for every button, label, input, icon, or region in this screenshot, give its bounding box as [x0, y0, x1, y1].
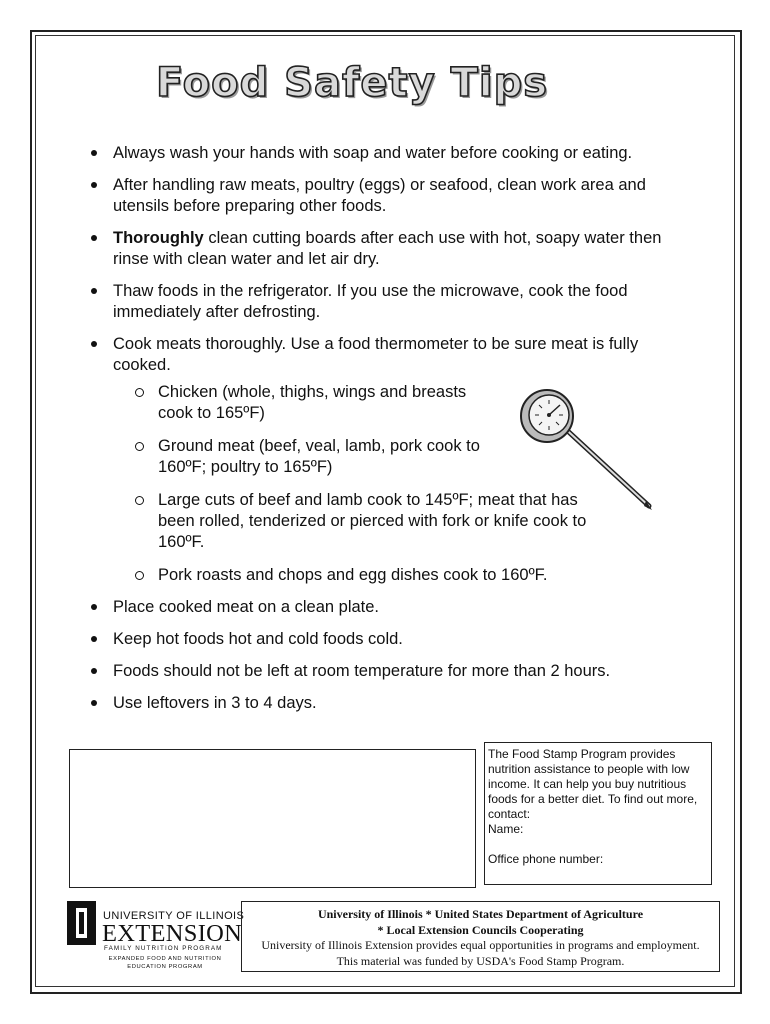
bullet-icon — [91, 150, 97, 156]
bullet-icon — [91, 182, 97, 188]
blank-label-box — [69, 749, 476, 888]
circle-bullet-icon — [135, 388, 144, 397]
bullet-icon — [91, 288, 97, 294]
tip-item — [88, 143, 688, 164]
footer-credits — [241, 901, 720, 972]
bullet-icon — [91, 235, 97, 241]
office-phone-label: Office phone number: — [488, 852, 604, 866]
tip-text: Use leftovers in 3 to 4 days. — [113, 694, 317, 712]
extension-logo — [67, 899, 245, 971]
temperature-item — [113, 436, 503, 478]
tip-text: Always wash your hands with soap and water before cooking or eating. — [113, 144, 633, 162]
temperature-list — [113, 382, 587, 586]
tip-item — [88, 281, 688, 323]
footer-line-4: This material was funded by USDA's Food Stamp Program. — [336, 953, 625, 968]
tip-text: Thaw foods in the refrigerator. If you use the microwave, cook the food immediately after defrosting. — [113, 282, 628, 321]
tip-text: Foods should not be left at room temperature for more than 2 hours. — [113, 662, 611, 680]
name-label: Name: — [488, 822, 524, 836]
tip-item — [88, 228, 688, 270]
tip-item — [88, 693, 688, 714]
temperature-text: Large cuts of beef and lamb cook to 145ºF; meat that has been rolled, tenderized or pierced with fork or knife cook to 160ºF. — [158, 491, 587, 551]
footer-line-3: University of Illinois Extension provides equal opportunities in programs and employment. — [261, 938, 700, 952]
circle-bullet-icon — [135, 571, 144, 580]
bullet-icon — [91, 636, 97, 642]
bullet-icon — [91, 668, 97, 674]
tip-item — [88, 661, 688, 682]
logo-program: FAMILY NUTRITION PROGRAM — [104, 945, 223, 952]
temperature-item — [113, 382, 503, 424]
circle-bullet-icon — [135, 496, 144, 505]
tip-text: After handling raw meats, poultry (eggs) or seafood, clean work area and utensils before preparing other foods. — [113, 176, 646, 215]
logo-efnep: EXPANDED FOOD AND NUTRITION EDUCATION PROGRAM — [108, 956, 222, 970]
logo-university: UNIVERSITY OF ILLINOIS — [103, 910, 245, 922]
temperature-text: Pork roasts and chops and egg dishes cook to 160ºF. — [158, 566, 548, 584]
food-stamp-info-box — [484, 742, 712, 885]
tip-text: Place cooked meat on a clean plate. — [113, 598, 380, 616]
food-thermometer-icon — [515, 388, 660, 513]
bullet-icon — [91, 604, 97, 610]
tip-text: Keep hot foods hot and cold foods cold. — [113, 630, 403, 648]
temperature-item — [113, 565, 678, 586]
tip-item — [88, 629, 688, 650]
bullet-icon — [91, 341, 97, 347]
temperature-text: Chicken (whole, thighs, wings and breasts cook to 165ºF) — [158, 383, 467, 422]
circle-bullet-icon — [135, 442, 144, 451]
page-title-container — [0, 60, 770, 106]
page-title: Food Safety Tips — [155, 60, 549, 106]
bullet-icon — [91, 700, 97, 706]
tip-item — [88, 175, 688, 217]
tip-item — [88, 597, 688, 618]
tip-text: clean cutting boards after each use with hot, soapy water then rinse with clean water and let air dry. — [113, 229, 662, 268]
logo-extension: EXTENSION — [102, 920, 243, 947]
food-stamp-text: The Food Stamp Program provides nutrition assistance to people with low income. It can help you buy nutritious foods for a better diet. To find out more, contact: — [488, 747, 698, 821]
temperature-text: Ground meat (beef, veal, lamb, pork cook to 160ºF; poultry to 165ºF) — [158, 437, 480, 476]
illinois-block-i-icon — [67, 901, 96, 945]
tip-text: Cook meats thoroughly. Use a food thermometer to be sure meat is fully cooked. — [113, 335, 639, 374]
footer-line-1: University of Illinois * United States Department of Agriculture — [317, 907, 644, 921]
tip-emphasis: Thoroughly — [113, 229, 204, 247]
footer-line-2: * Local Extension Councils Cooperating — [377, 922, 584, 937]
